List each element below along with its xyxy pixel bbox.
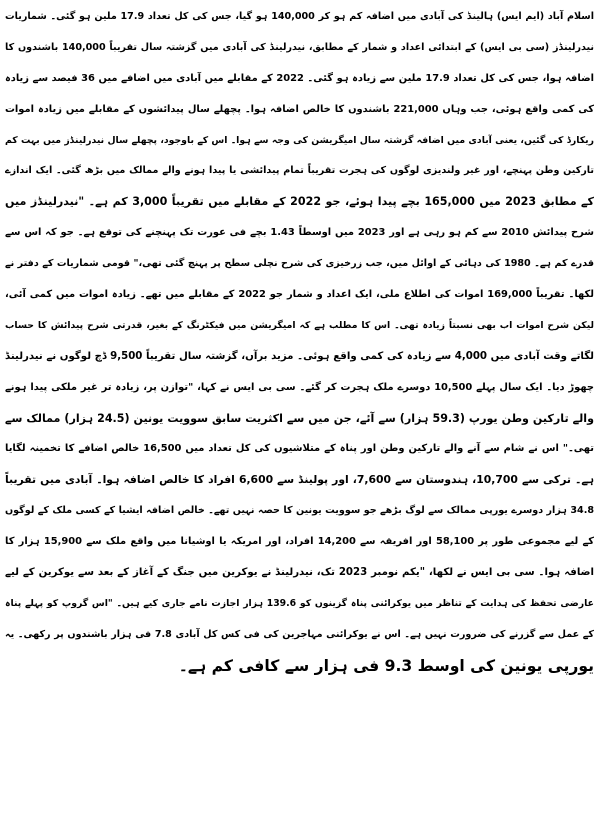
article-line: 34.8 ہزار دوسرے یورپی ممالک سے لوگ بڑھے جو سوویت یونین کا حصہ نہیں تھے۔ خالص اضافہ ایشیا کے کسی ملک کے لوگوں	[5, 505, 594, 517]
article-line: اضافہ ہوا، جس کی کل تعداد 17.9 ملین سے زیادہ ہو گئی۔ 2022 کے مقابلے میں آبادی میں اضافے میں 36 فیصد سے زیادہ	[5, 72, 594, 84]
article-line: یورپی یونین کی اوسط 9.3 فی ہزار سے کافی کم ہے۔	[178, 656, 594, 675]
article-line: کی کمی واقع ہوئی، جب وہاں 221,000 باشندوں کا خالص اضافہ ہوا۔ پچھلے سال پیدائشوں کے مقابلے میں زیادہ اموات	[5, 103, 594, 115]
article-body	[5, 2, 594, 682]
article-line: کے عمل سے گزرنے کی ضرورت نہیں ہے۔ اس نے یوکرائنی مہاجرین کی فی کس کل آبادی 7.8 فی ہزار باشندوں پر رکھی۔ یہ	[5, 628, 594, 640]
article-line: کے مطابق 2023 میں 165,000 بچے پیدا ہوئے، جو 2022 کے مقابلے میں تقریباً 3,000 کم ہے۔ "نیدرلینڈز میں	[5, 195, 594, 209]
article-line: ریکارڈ کی گئیں، یعنی آبادی میں اضافہ گزشتہ سال امیگریشن کی وجہ سے ہوا۔ اس کے باوجود، پچھلے سال نیدرلینڈز میں بہت کم	[5, 134, 594, 146]
article-line: چھوڑ دیا۔ ایک سال پہلے 10,500 دوسرے ملک ہجرت کر گئے۔ سی بی ایس نے کہا، "توازن پر، زیادہ تر غیر ملکی پیدا ہونے	[5, 381, 594, 393]
article-line: اسلام آباد (ایم ایس) ہالینڈ کی آبادی میں اضافہ کم ہو کر 140,000 ہو گیا، جس کی کل تعداد 17.9 ملین ہو گئی۔ شماریات	[5, 11, 594, 22]
article-line: قدرے کم ہے۔ 1980 کی دہائی کے اوائل میں، جب زرخیزی کی شرح نچلی سطح پر پہنچ گئی تھی،" قومی شماریات کے دفتر نے	[5, 258, 594, 270]
article-line: والے تارکین وطن یورپ (59.3 ہزار) سے آئے، جن میں سے اکثریت سابق سوویت یونین (24.5 ہزار) ممالک سے	[5, 411, 594, 425]
article-line: لکھا۔ تقریباً 169,000 اموات کی اطلاع ملی، ایک اعداد و شمار جو 2022 کے مقابلے میں تھے۔ زیادہ اموات میں کمی آئی،	[5, 289, 594, 301]
article-line: تھی۔" اس نے شام سے آنے والے تارکین وطن اور پناہ کے متلاشیوں کی کل تعداد میں 16,500 خالص اضافے کا تخمینہ لگایا	[5, 443, 594, 455]
article-line: کے لیے مجموعی طور پر 58,100 اور افریقہ سے 14,200 افراد، اور امریکہ یا اوشیانا میں واقع ملک سے 15,900 ہزار کا	[5, 536, 594, 548]
article-line: لیکن شرح اموات اب بھی نسبتاً زیادہ تھی۔ اس کا مطلب ہے کہ امیگریشن میں فیکٹرنگ کے بغیر، قدرتی شرح پیدائش کا حساب	[5, 319, 594, 331]
article-line: ہے۔ ترکی سے 10,700، ہندوستان سے 7,600، اور پولینڈ سے 6,600 افراد کا خالص اضافہ ہوا۔ آبادی میں تقریباً	[5, 473, 594, 487]
article-line: تارکین وطن پہنچے، اور غیر ولندیزی لوگوں کی ہجرت تقریباً تمام پیدائشی یا پیدا ہونے والے ممالک میں بڑھ گئی۔ ایک اندازے	[5, 165, 594, 177]
article-line: نیدرلینڈز (سی بی ایس) کے ابتدائی اعداد و شمار کے مطابق، نیدرلینڈ کی آبادی میں گزشتہ سال تقریباً 140,000 باشندوں کا	[5, 41, 594, 53]
article-line: لگاتے وقت آبادی میں 4,000 سے زیادہ کی کمی واقع ہوئی۔ مزید برآں، گزشتہ سال تقریباً 9,500 ڈچ لوگوں نے نیدرلینڈ	[5, 350, 594, 362]
article-line: اضافہ ہوا۔ سی بی ایس نے لکھا، "یکم نومبر 2023 تک، نیدرلینڈ نے یوکرین میں جنگ کے آغاز کے بعد سے یوکرین کے لیے	[5, 567, 594, 579]
article-line: عارضی تحفظ کی ہدایت کے تناظر میں یوکرائنی پناہ گزینوں کو 139.6 ہزار اجازت نامے جاری کیے ہیں۔ "اس گروپ کو پہلے پناہ	[5, 597, 594, 609]
article-line: شرح پیدائش 2010 سے کم ہو رہی ہے اور 2023 میں اوسطاً 1.43 بچے فی عورت تک پہنچنے کی توقع ہے۔ جو کہ اس سے	[5, 227, 594, 239]
